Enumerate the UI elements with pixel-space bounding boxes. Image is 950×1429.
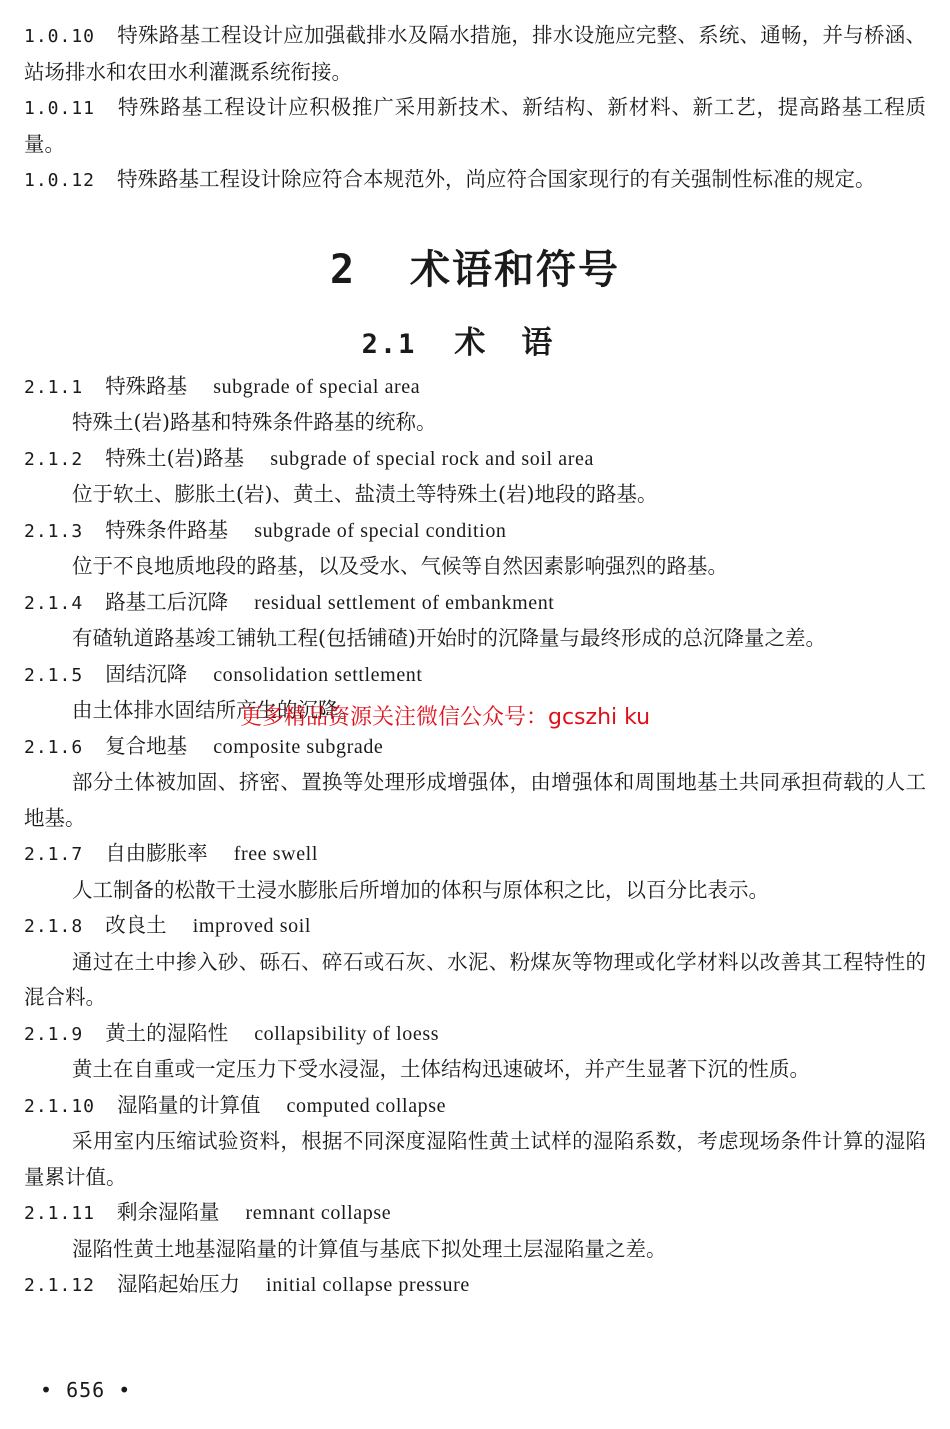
chapter-number: 2 (329, 246, 357, 293)
term-heading (24, 836, 926, 873)
section-number: 2.1 (361, 328, 417, 360)
term-number: 2.1.1 (24, 376, 84, 398)
clause-number: 1.0.12 (24, 170, 96, 191)
term-chinese: 特殊路基 (105, 373, 188, 398)
section-title: 术语 (454, 324, 589, 361)
term-number: 2.1.5 (24, 664, 84, 686)
chapter-title: 术语和符号 (410, 245, 621, 293)
term-english: composite subgrade (213, 735, 384, 758)
term-2-1-2 (24, 441, 926, 513)
term-english: improved soil (192, 915, 312, 937)
term-definition: 特殊土(岩)路基和特殊条件路基的统称。 (72, 410, 437, 434)
term-chinese: 改良土 (105, 913, 167, 937)
term-number: 2.1.11 (24, 1203, 96, 1224)
term-heading (24, 908, 926, 945)
term-2-1-7 (24, 836, 926, 908)
term-chinese: 自由膨胀率 (105, 841, 208, 865)
term-english: subgrade of special condition (254, 519, 507, 542)
clause-1-0-11 (24, 90, 926, 162)
term-2-1-4 (24, 585, 926, 657)
term-definition: 通过在土中掺入砂、砾石、碎石或石灰、水泥、粉煤灰等物理或化学材料以改善其工程特性的混合料。 (24, 949, 926, 1009)
term-2-1-6 (24, 729, 926, 837)
term-2-1-11 (24, 1195, 926, 1267)
term-definition: 有碴轨道路基竣工铺轨工程(包括铺碴)开始时的沉降量与最终形成的总沉降量之差。 (72, 626, 826, 650)
term-number: 2.1.6 (24, 736, 84, 758)
term-heading (24, 729, 926, 766)
term-english: subgrade of special rock and soil area (270, 447, 594, 470)
term-number: 2.1.4 (24, 592, 84, 614)
term-english: initial collapse pressure (266, 1274, 470, 1296)
term-definition: 由土体排水固结所产生的沉降。 (72, 698, 359, 722)
term-english: subgrade of special area (213, 375, 421, 398)
term-definition: 采用室内压缩试验资料，根据不同深度湿陷性黄土试样的湿陷系数，考虑现场条件计算的湿陷量累计值。 (24, 1129, 926, 1189)
watermark-text: 更多精品资源关注微信公众号：gcszhi ku (240, 705, 651, 730)
term-heading (24, 585, 926, 622)
term-2-1-1 (24, 369, 926, 441)
term-definition: 位于软土、膨胀土(岩)、黄土、盐渍土等特殊土(岩)地段的路基。 (72, 482, 658, 506)
term-english: free swell (233, 843, 318, 865)
term-number: 2.1.7 (24, 844, 84, 865)
term-heading (24, 1016, 926, 1053)
term-chinese: 复合地基 (105, 733, 188, 758)
term-english: collapsibility of loess (254, 1022, 440, 1045)
term-2-1-9 (24, 1016, 926, 1088)
term-2-1-10 (24, 1088, 926, 1196)
term-number: 2.1.10 (24, 1095, 96, 1117)
term-chinese: 湿陷起始压力 (117, 1272, 241, 1296)
term-heading (24, 441, 926, 478)
term-chinese: 剩余湿陷量 (117, 1200, 220, 1224)
clause-text: 特殊路基工程设计应加强截排水及隔水措施，排水设施应完整、系统、通畅，并与桥涵、站场排水和农田水利灌溉系统衔接。 (24, 23, 926, 84)
term-2-1-3 (24, 513, 926, 585)
term-number: 2.1.2 (24, 448, 84, 470)
term-number: 2.1.3 (24, 520, 84, 542)
term-english: residual settlement of embankment (254, 591, 555, 614)
document-page (24, 18, 926, 1304)
term-heading (24, 1267, 926, 1304)
clause-1-0-10 (24, 18, 926, 90)
clause-number: 1.0.11 (24, 98, 96, 119)
term-chinese: 特殊土(岩)路基 (105, 445, 245, 470)
chapter-heading (24, 245, 926, 295)
term-definition: 部分土体被加固、挤密、置换等处理形成增强体，由增强体和周围地基土共同承担荷载的人工地基。 (24, 770, 926, 830)
clause-1-0-12 (24, 162, 926, 199)
term-2-1-12 (24, 1267, 926, 1304)
term-heading (24, 1088, 926, 1125)
term-chinese: 固结沉降 (105, 661, 188, 686)
term-number: 2.1.8 (24, 916, 84, 937)
page-number: • 656 • (40, 1378, 132, 1402)
term-english: remnant collapse (245, 1202, 392, 1224)
term-definition: 位于不良地质地段的路基，以及受水、气候等自然因素影响强烈的路基。 (72, 554, 728, 578)
term-heading (24, 657, 926, 694)
term-heading (24, 1195, 926, 1232)
term-chinese: 路基工后沉降 (105, 589, 229, 614)
term-english: consolidation settlement (213, 663, 423, 686)
term-heading (24, 513, 926, 550)
term-chinese: 特殊条件路基 (105, 517, 229, 542)
term-2-1-8 (24, 908, 926, 1016)
term-chinese: 湿陷量的计算值 (117, 1092, 261, 1117)
term-number: 2.1.12 (24, 1275, 96, 1296)
term-definition: 黄土在自重或一定压力下受水浸湿，土体结构迅速破坏，并产生显著下沉的性质。 (72, 1057, 810, 1081)
clause-text: 特殊路基工程设计除应符合本规范外，尚应符合国家现行的有关强制性标准的规定。 (117, 167, 876, 191)
clause-number: 1.0.10 (24, 26, 96, 47)
term-definition: 人工制备的松散干土浸水膨胀后所增加的体积与原体积之比，以百分比表示。 (72, 877, 769, 902)
term-chinese: 黄土的湿陷性 (105, 1020, 229, 1045)
term-english: computed collapse (286, 1094, 447, 1117)
section-heading (24, 323, 926, 365)
term-heading (24, 369, 926, 406)
term-definition: 湿陷性黄土地基湿陷量的计算值与基底下拟处理土层湿陷量之差。 (72, 1236, 667, 1261)
term-number: 2.1.9 (24, 1023, 84, 1045)
clause-text: 特殊路基工程设计应积极推广采用新技术、新结构、新材料、新工艺，提高路基工程质量。 (24, 95, 926, 156)
